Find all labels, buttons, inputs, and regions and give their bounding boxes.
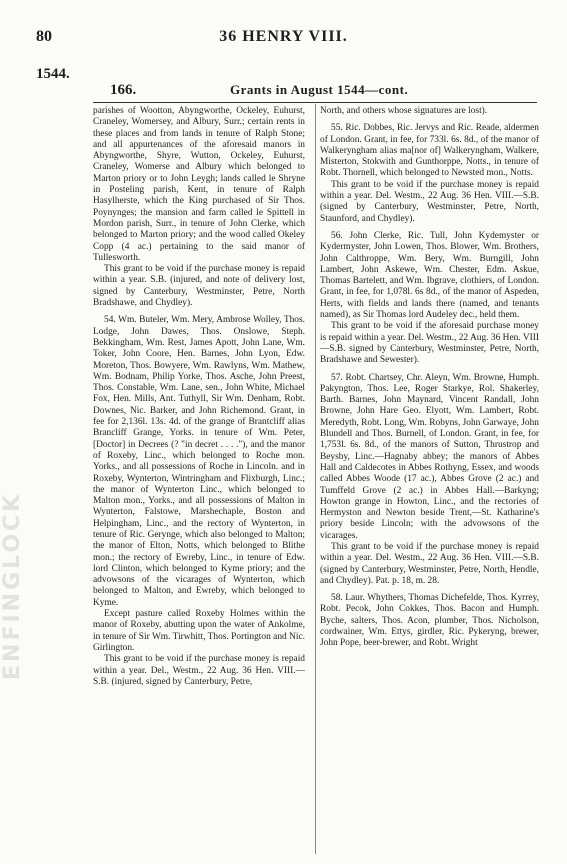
left-column xyxy=(93,106,305,688)
paragraph-entry-55: 55. Ric. Dobbes, Ric. Jervys and Ric. Reade, aldermen of London. Grant, in fee, for 733l. 6s. 8d., of the manor of Walkeryngham alias ma[nor of] Walkeryngham, Walkere, Misterton, Stokwith and Gunthorppe, Notts., in tenure of Robt. Thornell, which belonged to Newsted mon., Notts. xyxy=(320,123,539,179)
library-stamp: ENFINGLOCK xyxy=(0,491,25,680)
paragraph: parishes of Wootton, Abyngworthe, Ockeley, Euhurst, Craneley, Womersey, and Albury, Surr.; certain rents in these places and from lands in tenure of Ralph Stone; and all appurtenances of the aforesaid manors in Abyngworthe, Shyre, Wutton, Ockeley, Euhurst, Craneley, Womerse and Albury which belonged to Marton priory or to John Leygh; lands called le Shryne in Posteling parish, Kent, in tenure of Ralph Hasylherste, which the King purchased of Sir Thos. Poynynges; the mansion and farm called le Spittell in Mordon parish, Surr., in tenure of John Clerke, which belonged to Marton priory; and the wood called Okeley Copp (4 ac.) pertaining to the said manor of Tullesworth. xyxy=(93,106,305,263)
column-divider xyxy=(315,104,316,854)
paragraph: North, and others whose signatures are lost). xyxy=(320,106,488,116)
paragraph-entry-54: 54. Wm. Buteler, Wm. Mery, Ambrose Wolley, Thos. Lodge, John Dawes, Thos. Onslowe, Steph. Bekkingham, Wm. Rest, James Apott, John Lane, Wm. Toker, John Coore, Hen. Barnes, John Lyon, Edw. Moreton, Thos. Bowyere, Wm. Rawlyns, Wm. Mathew, Wm. Bodnam, Philip Yorke, Thos. Asche, John Preest, Thos. Constable, Wm. Lane, sen., John White, Michael Fox, Hen. Mills, Ant. Tuthyll, Sir Wm. Denham, Robt. Downes, Nic. Barker, and John Richemond. Grant, in fee for 2,136l. 13s. 4d. of the grange of Brantcliff alias Brancliff Grange, Yorks. in tenure of Wm. Peter, [Doctor] in Decrees (? "in decret . . . ."), and the manor of Roxeby, Linc., which belonged to Roche mon. Yorks., and all possessions of Roche in Lincoln. and in Roxeby, Wynterton, Wintringham and Flixburgh, Linc.; the manor of Wynterton Linc., which belonged to Malton mon., Yorks., and all possessions of Malton in Wynterton, Falstowe, Marshechaple, Boston and Helpingham, Linc., and the rectory of Wynterton, in tenure of Ric. Geryngе, which also belonged to Malton; the manor of Elton, Notts, which belonged to Blithe mon.; the rectory of Ewreby, Linc., in tenure of Edw. lord Clinton, which belonged to Kyme priory; and the advowsons of the vicarages of Wynterton, which belonged to Malton, and Ewreby, which belonged to Kyme. xyxy=(93,315,305,608)
right-column xyxy=(320,106,539,650)
running-head: 36 HENRY VIII. xyxy=(219,28,348,45)
page-number: 80 xyxy=(36,28,52,45)
paragraph: This grant to be void if the purchase money is repaid within a year. Del. Westm., 22 Aug. 36 Hen. VIII.—S.B. (signed by Canterbury, Westminster, Petre, North, Hendle, and Chydley). Pat. p. 18, m. 28. xyxy=(320,541,539,586)
paragraph-entry-56: 56. John Clerke, Ric. Tull, John Kydemyster or Kydermyster, John Lowen, Thos. Blower, Wm. Brothers, John Calthroppe, Wm. Bery, Wm. Burngill, John Lambert, John Askewe, Wm. Chester, Edm. Askue, Thomas Bartelett, and Wm. Ibgrave, clothiers, of London. Grant, in fee, for 1,078l. 6s 8d., of the manor of Aspeden, Herts, with fields and lands there (named, and tenants named), as Sir Thomas lord Audeley dec., held them. xyxy=(320,230,539,321)
paragraph: This grant to be void if the aforesaid purchase money is repaid within a year. Del. Westm., 22 Aug. 36 Hen. VIII—S.B. signed by Canterbury, Westminster, Petre, North, Bradshawe and Sewester). xyxy=(320,321,539,366)
paragraph: This grant to be void if the purchase money is repaid within a year. S.B. (injured, and note of delivery lost, signed by Canterbury, Westminster, Petre, North Bradshawe, and Chydley). xyxy=(93,264,305,309)
entry-number: 166. xyxy=(110,82,137,98)
paragraph-entry-58: 58. Laur. Whythers, Thomas Dichefelde, Thos. Kyrrey, Robt. Pecok, John Cokkes, Thos. Bacon and Humph. Byche, salters, Thos. Acon, plumber, Thos. Nicholson, cordwainer, Wm. Ettys, girdler, Ric. Pykeryng, brewer, John Pope, beer-brewer, and Robt. Wright xyxy=(320,593,539,649)
group-heading: Grants in August 1544—cont. xyxy=(230,82,409,97)
paragraph: This grant to be void if the purchase money is repaid within a year. Del., Westm., 22 Aug. 36 Hen. VIII.—S.B. (injured, signed by Canterbury, Petre, xyxy=(93,654,305,687)
year-marker: 1544. xyxy=(36,66,70,82)
header-rule xyxy=(93,102,537,103)
paragraph-entry-57: 57. Robt. Chartsey, Chr. Aleyn, Wm. Browne, Humph. Pakyngton, Thos. Lee, Roger Starkye, Rol. Shakerley, Barth. Barnes, John Maynard, Vincent Randall, John Browne, John Hare Geo. Elyott, Wm. Lambert, Robt. Meredyth, Robt. Long, Wm. Robyns, John Garwaye, John Blundell and Thos. Burnell, of London. Grant, in fee, for 1,753l. 6s. 8d., of the manors of Sutton, Thrustrop and Beysby, Linc.—Hagnaby abbey; the manors of Abbes Hall and Caldecotes in Abbes Rothyng, Essex, and woods called Abbes Woode (17 ac.), Abbes Grove (2 ac.) and Tumffeld Grove (2 ac.) in Abbes Hall.—Barkyng; Howton grange in Howton, Linc., and the rectories of Hermyston and Newton beside Trent,—St. Katharine's priory beside Lincoln; with the advowsons of the vicarages. xyxy=(320,372,539,541)
paragraph: Except pasture called Roxeby Holmes within the manor of Roxeby, abutting upon the water of Ankolme, in tenure of Sir Wm. Tirwhitt, Thos. Portington and Nic. Girlington. xyxy=(93,609,305,653)
paragraph: This grant to be void if the purchase money is repaid within a year. Del. Westm., 22 Aug. 36 Hen. VIII.—S.B. (signed by Canterbury, Westminster, Petre, North, Staunford, and Chydley). xyxy=(320,179,539,224)
